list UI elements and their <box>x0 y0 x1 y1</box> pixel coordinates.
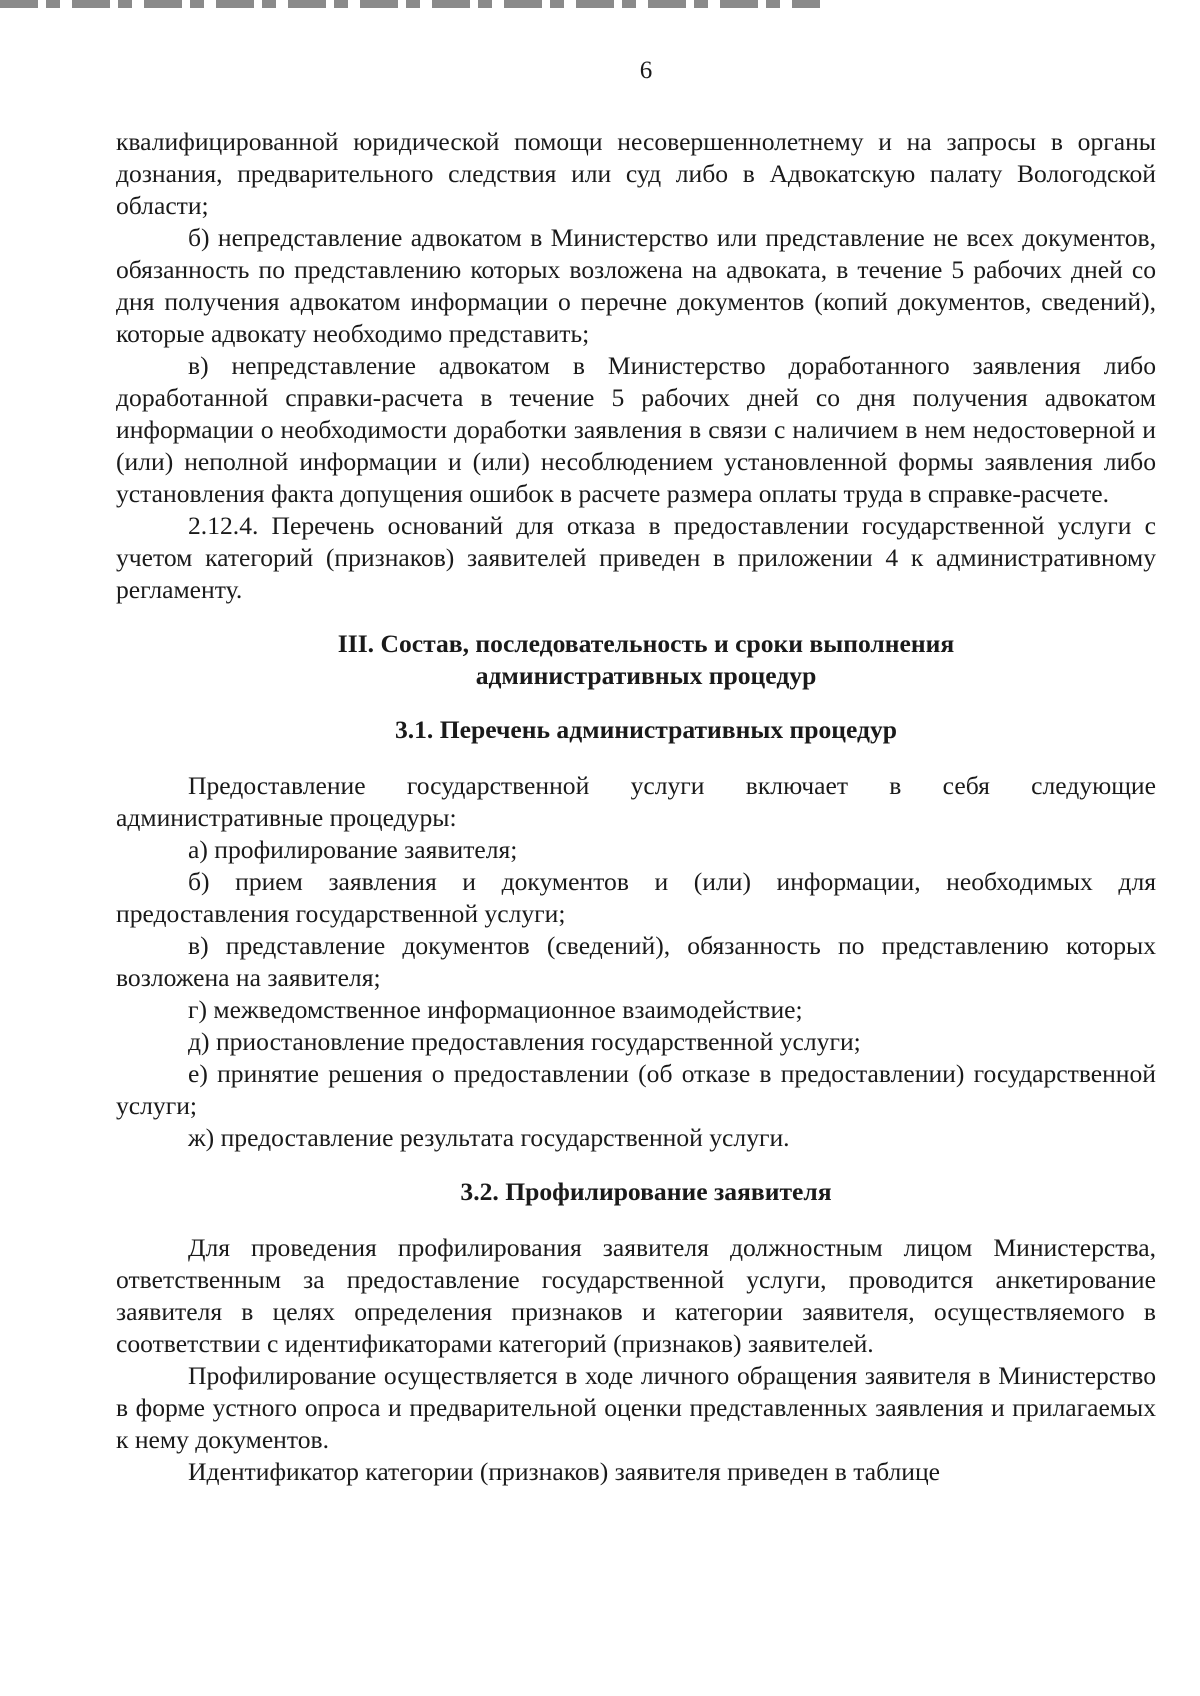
document-page <box>116 56 1156 1488</box>
section-title <box>116 628 1156 692</box>
list-item-zh: ж) предоставление результата государственной услуги. <box>188 1123 790 1152</box>
subsection-heading-3-1: 3.1. Перечень административных процедур <box>394 715 898 744</box>
paragraph-item-v: в) непредставление адвокатом в Министерство доработанного заявления либо доработанной справки-расчета в течение 5 рабочих дней со дня получения адвокатом информации о необходимости доработки заявления в связи с наличием в нем недостоверной и (или) неполной информации и (или) несоблюдением установленной формы заявления либо установления факта допущения ошибок в расчете размера оплаты труда в справке-расчете. <box>116 351 1156 508</box>
list-item-g: г) межведомственное информационное взаимодействие; <box>188 995 803 1024</box>
list-item-e: е) принятие решения о предоставлении (об отказе в предоставлении) государственной услуги; <box>116 1059 1156 1120</box>
paragraph-item-b: б) непредставление адвокатом в Министерство или представление не всех документов, обязанность по представлению которых возложена на адвоката, в течение 5 рабочих дней со дня получения адвокатом информации о перечне документов (копий документов, сведений), которые адвокату необходимо представить; <box>116 223 1156 348</box>
subsection-title-3-1 <box>116 714 1156 746</box>
page-number: 6 <box>639 57 653 84</box>
scan-edge-artifact <box>0 0 820 8</box>
subsection-heading-3-2: 3.2. Профилирование заявителя <box>460 1177 832 1206</box>
paragraph-procedures-intro: Предоставление государственной услуги включает в себя следующие административные процедуры: <box>116 771 1156 832</box>
paragraph-profiling-1: Для проведения профилирования заявителя должностным лицом Министерства, ответственным за предоставление государственной услуги, проводится анкетирование заявителя в целях определения признаков и категории заявителя, осуществляемого в соответствии с идентификаторами категорий (признаков) заявителей. <box>116 1233 1156 1358</box>
subsection-title-3-2 <box>116 1176 1156 1208</box>
list-item-v: в) представление документов (сведений), обязанность по представлению которых возложена на заявителя; <box>116 931 1156 992</box>
list-item-d: д) приостановление предоставления государственной услуги; <box>188 1027 861 1056</box>
paragraph-continuation: квалифицированной юридической помощи несовершеннолетнему и на запросы в органы дознания, предварительного следствия или суд либо в Адвокатскую палату Вологодской области; <box>116 127 1156 220</box>
paragraph-profiling-2: Профилирование осуществляется в ходе личного обращения заявителя в Министерство в форме устного опроса и предварительной оценки представленных заявления и прилагаемых к нему документов. <box>116 1361 1156 1454</box>
section-title-line-1: III. Состав, последовательность и сроки выполнения <box>337 629 955 658</box>
list-item-b: б) прием заявления и документов и (или) информации, необходимых для предоставления государственной услуги; <box>116 867 1156 928</box>
paragraph-2-12-4: 2.12.4. Перечень оснований для отказа в предоставлении государственной услуги с учетом категорий (признаков) заявителей приведен в приложении 4 к административному регламенту. <box>116 511 1156 604</box>
section-title-line-2: административных процедур <box>475 661 817 690</box>
paragraph-profiling-3: Идентификатор категории (признаков) заявителя приведен в таблице <box>188 1457 941 1486</box>
list-item-a: а) профилирование заявителя; <box>188 835 518 864</box>
